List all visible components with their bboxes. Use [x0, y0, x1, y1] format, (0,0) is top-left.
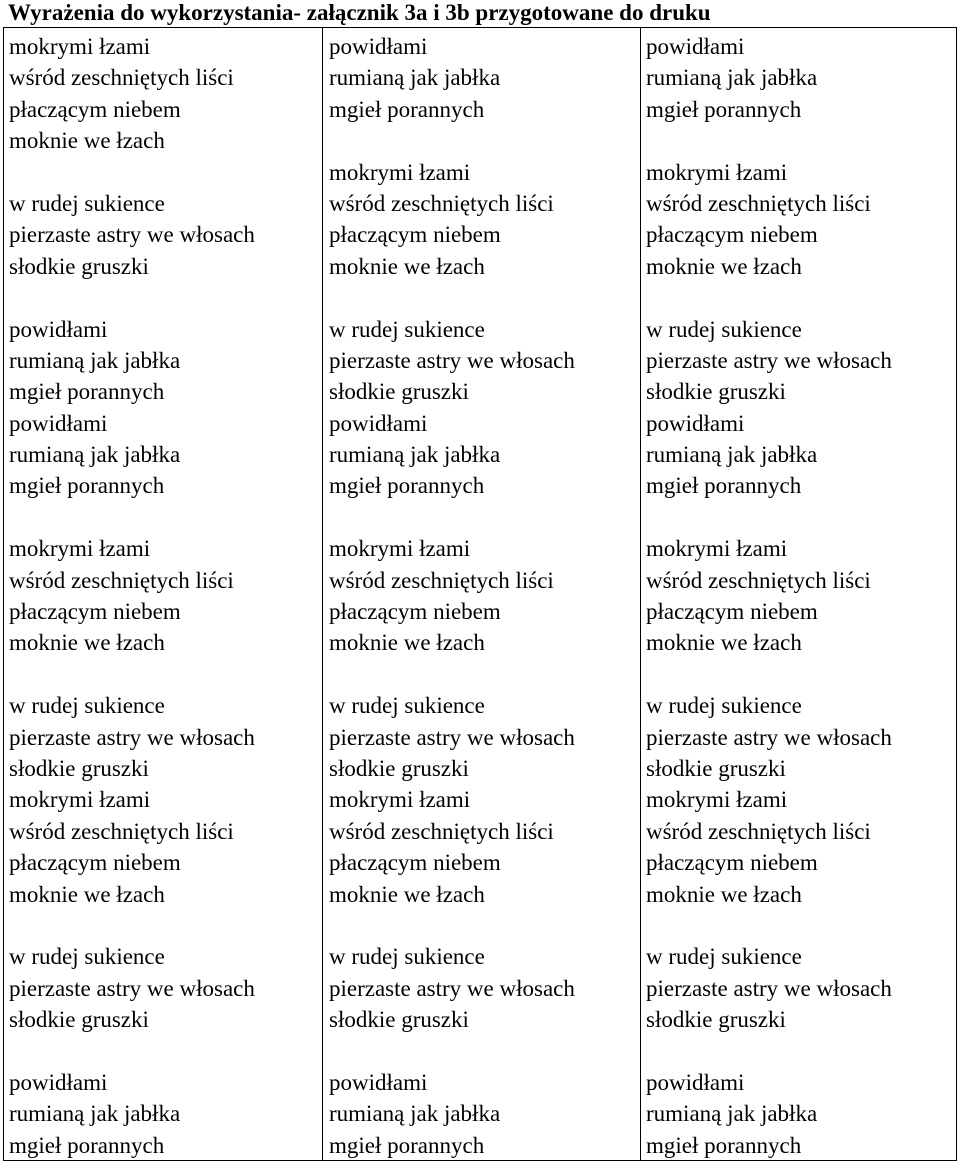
phrase-line: w rudej sukience [329, 316, 485, 342]
blank-line [9, 910, 255, 941]
phrase-line: rumianą jak jabłka [646, 442, 818, 468]
phrase-line: powidłami [646, 410, 745, 436]
phrase-line: powidłami [9, 316, 108, 342]
phrase-line: w rudej sukience [329, 944, 485, 970]
phrase-line: moknie we łzach [329, 630, 485, 656]
column-divider-2 [640, 28, 641, 1160]
phrase-line: mgieł porannych [329, 96, 485, 122]
phrase-line: pierzaste astry we włosach [646, 975, 892, 1001]
phrase-line: wśród zeschniętych liści [9, 65, 234, 91]
phrase-line: moknie we łzach [646, 630, 802, 656]
phrase-line: mgieł porannych [9, 473, 165, 499]
phrase-line: rumianą jak jabłka [329, 442, 501, 468]
blank-line [329, 659, 575, 690]
phrase-line: w rudej sukience [329, 693, 485, 719]
phrase-line: w rudej sukience [9, 944, 165, 970]
phrase-line: wśród zeschniętych liści [329, 818, 554, 844]
phrase-line: mokrymi łzami [329, 159, 471, 185]
phrase-line: wśród zeschniętych liści [646, 567, 871, 593]
phrase-line: rumianą jak jabłka [329, 65, 501, 91]
phrase-line: słodkie gruszki [9, 755, 149, 781]
phrase-line: rumianą jak jabłka [9, 442, 181, 468]
phrase-line: mgieł porannych [9, 379, 165, 405]
phrase-line: płaczącym niebem [646, 222, 818, 248]
phrase-line: w rudej sukience [9, 190, 165, 216]
blank-line [646, 125, 892, 156]
phrase-line: powidłami [329, 34, 428, 59]
phrase-line: moknie we łzach [9, 128, 165, 154]
phrase-line: mgieł porannych [9, 1132, 165, 1158]
blank-line [646, 502, 892, 533]
phrase-line: wśród zeschniętych liści [329, 567, 554, 593]
phrase-line: wśród zeschniętych liści [646, 190, 871, 216]
phrase-line: pierzaste astry we włosach [329, 975, 575, 1001]
phrase-line: w rudej sukience [646, 944, 802, 970]
phrase-line: słodkie gruszki [9, 1007, 149, 1033]
phrase-line: pierzaste astry we włosach [9, 222, 255, 248]
phrase-line: wśród zeschniętych liści [646, 818, 871, 844]
phrase-line: słodkie gruszki [9, 253, 149, 279]
phrase-line: mokrymi łzami [646, 536, 788, 562]
phrase-line: powidłami [9, 1069, 108, 1095]
phrase-line: mokrymi łzami [646, 159, 788, 185]
phrase-line: mokrymi łzami [9, 787, 151, 813]
phrase-line: płaczącym niebem [329, 222, 501, 248]
phrase-line: moknie we łzach [9, 630, 165, 656]
phrase-line: wśród zeschniętych liści [9, 567, 234, 593]
column-divider-1 [322, 28, 323, 1160]
blank-line [329, 1036, 575, 1067]
phrase-line: rumianą jak jabłka [646, 65, 818, 91]
blank-line [646, 282, 892, 313]
phrase-line: moknie we łzach [646, 881, 802, 907]
phrase-column-2 [329, 31, 575, 1161]
phrase-column-3 [646, 31, 892, 1161]
blank-line [9, 282, 255, 313]
phrase-line: mgieł porannych [329, 473, 485, 499]
phrase-line: płaczącym niebem [9, 850, 181, 876]
phrase-line: mgieł porannych [646, 96, 802, 122]
phrase-line: wśród zeschniętych liści [329, 190, 554, 216]
phrase-line: rumianą jak jabłka [646, 1101, 818, 1127]
phrase-line: moknie we łzach [646, 253, 802, 279]
phrase-line: rumianą jak jabłka [9, 1101, 181, 1127]
phrase-line: pierzaste astry we włosach [9, 724, 255, 750]
phrase-line: pierzaste astry we włosach [646, 724, 892, 750]
phrase-line: słodkie gruszki [646, 1007, 786, 1033]
blank-line [329, 125, 575, 156]
blank-line [9, 659, 255, 690]
phrase-line: powidłami [646, 1069, 745, 1095]
phrase-line: płaczącym niebem [329, 850, 501, 876]
phrase-line: mokrymi łzami [9, 536, 151, 562]
blank-line [9, 157, 255, 188]
phrase-line: słodkie gruszki [329, 379, 469, 405]
phrase-line: słodkie gruszki [646, 755, 786, 781]
phrase-table [3, 27, 957, 1161]
blank-line [646, 659, 892, 690]
phrase-line: słodkie gruszki [646, 379, 786, 405]
phrase-line: mokrymi łzami [9, 34, 151, 59]
phrase-column-1 [9, 31, 255, 1161]
phrase-line: pierzaste astry we włosach [9, 975, 255, 1001]
phrase-line: powidłami [9, 410, 108, 436]
phrase-line: moknie we łzach [329, 881, 485, 907]
phrase-line: pierzaste astry we włosach [329, 347, 575, 373]
phrase-line: mgieł porannych [646, 1132, 802, 1158]
blank-line [329, 282, 575, 313]
phrase-line: mgieł porannych [646, 473, 802, 499]
phrase-line: płaczącym niebem [646, 850, 818, 876]
phrase-line: mokrymi łzami [646, 787, 788, 813]
phrase-line: mokrymi łzami [329, 536, 471, 562]
phrase-line: wśród zeschniętych liści [9, 818, 234, 844]
phrase-line: słodkie gruszki [329, 755, 469, 781]
blank-line [646, 1036, 892, 1067]
phrase-line: płaczącym niebem [9, 96, 181, 122]
blank-line [646, 910, 892, 941]
phrase-line: mgieł porannych [329, 1132, 485, 1158]
blank-line [329, 502, 575, 533]
phrase-line: w rudej sukience [9, 693, 165, 719]
blank-line [9, 502, 255, 533]
phrase-line: rumianą jak jabłka [9, 347, 181, 373]
phrase-line: moknie we łzach [9, 881, 165, 907]
blank-line [329, 910, 575, 941]
phrase-line: pierzaste astry we włosach [646, 347, 892, 373]
phrase-line: rumianą jak jabłka [329, 1101, 501, 1127]
phrase-line: powidłami [329, 1069, 428, 1095]
phrase-line: płaczącym niebem [646, 599, 818, 625]
phrase-line: w rudej sukience [646, 693, 802, 719]
phrase-line: mokrymi łzami [329, 787, 471, 813]
phrase-line: powidłami [646, 34, 745, 59]
phrase-line: pierzaste astry we włosach [329, 724, 575, 750]
phrase-line: w rudej sukience [646, 316, 802, 342]
phrase-line: powidłami [329, 410, 428, 436]
phrase-line: płaczącym niebem [329, 599, 501, 625]
phrase-line: słodkie gruszki [329, 1007, 469, 1033]
blank-line [9, 1036, 255, 1067]
document-title: Wyrażenia do wykorzystania- załącznik 3a i 3b przygotowane do druku [8, 0, 711, 25]
phrase-line: płaczącym niebem [9, 599, 181, 625]
phrase-line: moknie we łzach [329, 253, 485, 279]
